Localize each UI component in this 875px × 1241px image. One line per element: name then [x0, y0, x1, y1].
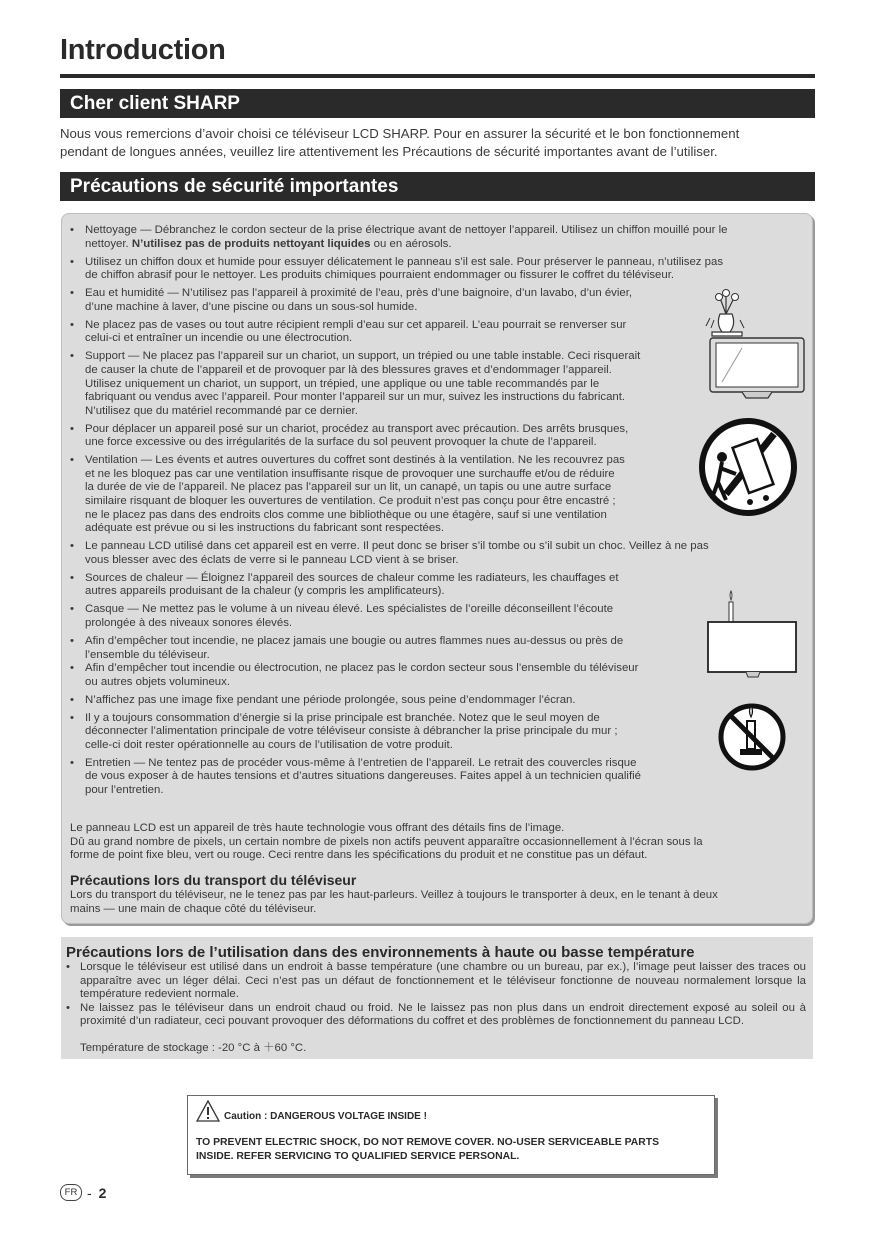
item-line: autres appareils produisant de la chaleur (y compris les amplificateurs).: [85, 585, 445, 598]
note-line: Dû au grand nombre de pixels, un certain nombre de pixels non actifs peuvent apparaître occasionnellement à l’écran sous la: [70, 835, 703, 848]
title-rule: [60, 74, 815, 78]
item-line: • Afin d’empêcher tout incendie ou électrocution, ne placez pas le cordon secteur sous l’ensemble du téléviseur: [85, 662, 639, 675]
list-item: [70, 572, 805, 599]
item-line: fabriquant ou vendus avec l’appareil. Pour monter l’appareil sur un mur, suivez les instructions du fabricant.: [85, 391, 626, 404]
item-line: Utilisez uniquement un chariot, un support, un trépied, une applique ou une table recommandés par le: [85, 377, 600, 390]
transport-line: mains — une main de chaque côté du téléviseur.: [70, 902, 317, 915]
item-line: l’ensemble du téléviseur.: [85, 648, 210, 661]
item-line: de causer la chute de l’appareil et de provoquer par là des blessures graves et d’endommager l’appareil.: [85, 363, 612, 376]
caution-line: INSIDE. REFER SERVICING TO QUALIFIED SERVICE PERSONAL.: [196, 1151, 520, 1162]
item-line: d’une machine à laver, d’une piscine ou dans un sous-sol humide.: [85, 300, 418, 313]
item-line: similaire risquant de bloquer les ouvertures de ventilation. Ce produit n’est pas conçu pour être encastré ;: [85, 495, 616, 508]
list-item: [70, 712, 805, 753]
item-line: • Sources de chaleur — Éloignez l’appareil des sources de chaleur comme les radiateurs, les chauffages et: [85, 571, 619, 584]
safety-list: [70, 224, 805, 802]
item-line: • Eau et humidité — N’utilisez pas l’appareil à proximité de l’eau, près d’une baignoire, d’un lavabo, d’un évier,: [85, 287, 633, 300]
candle-on-tv-icon: [706, 590, 800, 680]
item-bold: N’utilisez pas de produits nettoyant liquides: [131, 237, 371, 250]
transport-heading: Précautions lors du transport du téléviseur: [70, 872, 357, 888]
item-line: • Support — Ne placez pas l’appareil sur un chariot, un support, un trépied ou une table instable. Ceci risquerait: [85, 350, 641, 363]
item-line: prolongée à des niveaux sonores élevés.: [85, 616, 293, 629]
item-line: une force excessive ou des irrégularités de la surface du sol peuvent provoquer la chute de l’appareil.: [85, 436, 597, 449]
item-line: • Entretien — Ne tentez pas de procéder vous-même à l’entretien de l’appareil. Le retrait des couvercles risque: [85, 756, 637, 769]
environment-list: [66, 961, 806, 1029]
note-line: forme de point fixe bleu, vert ou rouge. Ceci rentre dans les spécifications du produit et ne constitue pas un défaut.: [70, 849, 648, 862]
caution-title-text: Caution : DANGEROUS VOLTAGE INSIDE !: [224, 1111, 427, 1122]
page-number: 2: [98, 1184, 107, 1201]
caution-title: [196, 1100, 427, 1122]
item-line: la durée de vie de l’appareil. Ne placez pas l’appareil sur un lit, un canapé, un tapis ou une autre surface: [85, 481, 612, 494]
item-line: déconnecter l’alimentation principale de votre téléviseur consiste à débrancher la prise principale du mur ;: [85, 725, 618, 738]
footer-separator: -: [87, 1184, 92, 1201]
item-line: et ne les bloquez pas car une ventilation insuffisante risque de provoquer une surchauffe et/ou de réduire: [85, 467, 615, 480]
transport-line: Lors du transport du téléviseur, ne le tenez pas par les haut-parleurs. Veillez à toujours le transporter à deux, en le tenant à deux: [70, 889, 718, 901]
lcd-note: [70, 822, 805, 863]
list-item: [70, 603, 805, 630]
list-item: [70, 757, 805, 798]
item-line: nettoyer.: [85, 237, 129, 250]
item-line: adéquate est prévue ou si les instructions du fabricant sont respectées.: [85, 522, 445, 535]
item-line: N’utilisez que du matériel recommandé par ce dernier.: [85, 404, 358, 417]
vase-on-tv-icon: [702, 288, 752, 338]
item-line: • Ventilation — Les évents et autres ouvertures du coffret sont destinés à la ventilation. Ne les recouvrez pas: [85, 454, 625, 467]
list-item: [70, 635, 805, 662]
item-line: • Casque — Ne mettez pas le volume à un niveau élevé. Les spécialistes de l’oreille déconseillent l’écoute: [85, 603, 614, 616]
item-line: celle-ci doit rester opérationnelle au cours de l’utilisation de votre produit.: [85, 738, 453, 751]
list-item: [70, 540, 805, 567]
list-item: [70, 319, 805, 346]
item-line: • Pour déplacer un appareil posé sur un chariot, procédez au transport avec précaution. Des arrêts brusques,: [85, 422, 629, 435]
item-line: pour l’entretien.: [85, 784, 164, 797]
item-line: de vous exposer à de hautes tensions et d’autres situations dangereuses. Faites appel à un technicien qualifié: [85, 770, 641, 783]
transport-text: [70, 889, 800, 916]
cart-tipping-warning-icon: [696, 412, 804, 522]
intro-text: [60, 125, 815, 161]
list-item: [70, 350, 805, 418]
item-line: • Afin d’empêcher tout incendie, ne placez jamais une bougie ou autres flammes nues au-dessus ou près de: [85, 634, 624, 647]
item-line: • Il y a toujours consommation d’énergie si la prise principale est branchée. Notez que le seul moyen de: [85, 711, 600, 724]
list-item: [70, 287, 805, 314]
list-item: • Ne laissez pas le téléviseur dans un endroit chaud ou froid. Ne le laissez pas non plus dans un endroit directement exposé au soleil ou à proximité d’un radiateur, ceci pouvant provoquer des déformations du coffret et des problèmes de fonctionnement du panneau LCD.: [66, 1002, 806, 1029]
list-item: [70, 662, 805, 689]
warning-triangle-icon: [196, 1100, 220, 1122]
item-line: ne le placez pas dans des endroits clos comme une bibliothèque ou une étagère, sauf si une ventilation: [85, 508, 607, 521]
item-line: • Nettoyage — Débranchez le cordon secteur de la prise électrique avant de nettoyer l’appareil. Utilisez un chiffon mouillé pour le: [85, 224, 728, 236]
page-footer: [60, 1184, 106, 1201]
language-badge: FR: [60, 1184, 82, 1201]
list-item: [70, 423, 805, 450]
item-line: celui-ci et entraîner un incendie ou une électrocution.: [85, 332, 353, 345]
list-item: [70, 694, 805, 708]
environment-heading: Précautions lors de l’utilisation dans des environnements à haute ou basse température: [66, 944, 695, 961]
list-item: [70, 256, 805, 283]
storage-temperature: Température de stockage : -20 °C à ＋60 °C.: [80, 1042, 307, 1054]
item-line: • Ne placez pas de vases ou tout autre récipient rempli d’eau sur cet appareil. L’eau pourrait se renverser sur: [85, 318, 627, 331]
item-line: ou en aérosols.: [373, 237, 452, 250]
caution-body: [196, 1136, 711, 1164]
item-line: vous blesser avec des éclats de verre si le panneau LCD vient à se briser.: [85, 553, 459, 566]
list-item: [70, 454, 805, 536]
caution-line: TO PREVENT ELECTRIC SHOCK, DO NOT REMOVE COVER. NO-USER SERVICEABLE PARTS: [196, 1137, 660, 1148]
section-bar-safety: Précautions de sécurité importantes: [60, 172, 815, 201]
intro-line: pendant de longues années, veuillez lire attentivement les Précautions de sécurité importantes avant de l’utiliser.: [60, 144, 718, 159]
note-line: Le panneau LCD est un appareil de très haute technologie vous offrant des détails fins de l’image.: [70, 822, 565, 834]
page-title: Introduction: [60, 34, 226, 66]
item-line: ou autres objets volumineux.: [85, 675, 230, 688]
tv-icon: [708, 336, 806, 402]
item-line: • N’affichez pas une image fixe pendant une période prolongée, sous peine d’endommager l’écran.: [85, 693, 576, 706]
caution-box: [187, 1095, 715, 1175]
item-line: • Le panneau LCD utilisé dans cet appareil est en verre. Il peut donc se briser s’il tombe ou s’il subit un choc. Veillez à ne pas: [85, 540, 709, 553]
intro-line: Nous vous remercions d’avoir choisi ce téléviseur LCD SHARP. Pour en assurer la sécurité et le bon fonctionnement: [60, 126, 740, 141]
item-line: • Utilisez un chiffon doux et humide pour essuyer délicatement le panneau s’il est sale. Pour préserver le panneau, n’utilisez pas: [85, 255, 724, 268]
section-bar-customer: Cher client SHARP: [60, 89, 815, 118]
no-candle-icon: [716, 701, 788, 773]
item-line: de chiffon abrasif pour le nettoyer. Les produits chimiques pourraient endommager ou fissurer le coffret du téléviseur.: [85, 269, 675, 282]
list-item: • Lorsque le téléviseur est utilisé dans un endroit à basse température (une chambre ou un bureau, par ex.), l’image peut laisser des traces ou apparaître avec un léger délai. Ceci n’est pas un défaut de fonctionnement et le téléviseur fonctionne de nouveau normalement lorsque la température redevient normale.: [66, 961, 806, 1002]
list-item: [70, 224, 805, 251]
